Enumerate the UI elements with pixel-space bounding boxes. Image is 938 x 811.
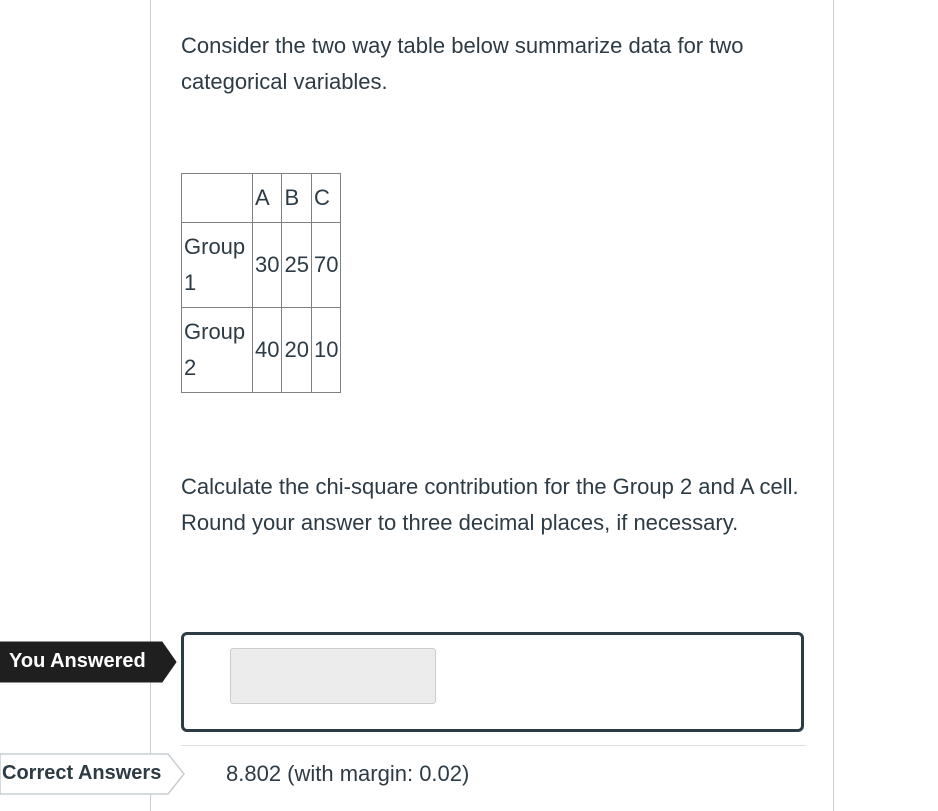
question-prompt: Calculate the chi-square contribution for the Group 2 and A cell. Round your answer to three decimal places, if necessary. [181,474,799,535]
you-answered-label: You Answered [9,650,146,672]
table-row [182,223,341,308]
correct-answer-value: 8.802 (with margin: 0.02) [226,761,470,786]
table-cell: 20 [282,308,311,393]
table-header-cell: B [282,174,311,223]
table-row-label: Group 2 [182,308,253,393]
table-header-cell [182,174,253,223]
divider [181,745,806,746]
table-cell: 70 [311,223,340,308]
table-header-cell: C [311,174,340,223]
table-cell: 30 [253,223,282,308]
table-cell: 40 [253,308,282,393]
answer-input[interactable] [230,648,436,704]
two-way-table [181,173,341,393]
user-answer-box [181,632,804,732]
question-intro: Consider the two way table below summarize data for two categorical variables. [181,33,744,94]
table-header-row [182,174,341,223]
table-row-label: Group 1 [182,223,253,308]
table-header-cell: A [253,174,282,223]
table-cell: 25 [282,223,311,308]
table-row [182,308,341,393]
table-cell: 10 [311,308,340,393]
correct-answers-label: Correct Answers [2,762,162,784]
